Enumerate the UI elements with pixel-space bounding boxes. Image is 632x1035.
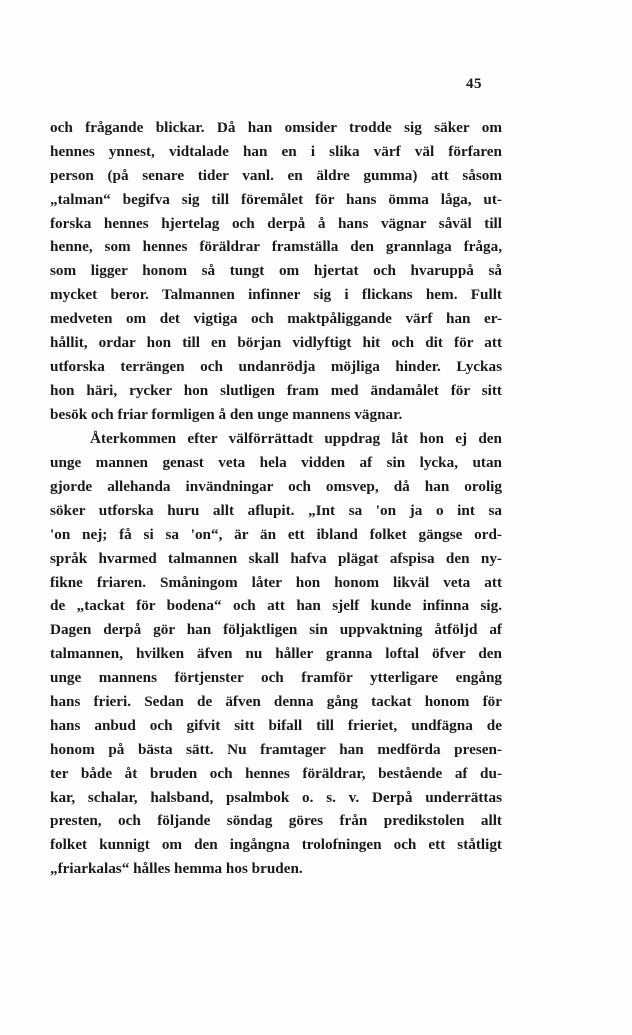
- text-line: Dagen derpå gör han följaktligen sin uppvaktning åtföljd af: [50, 621, 502, 639]
- text-line: hans frieri. Sedan de äfven denna gång tackat honom för: [50, 692, 502, 710]
- text-line: utforska terrängen och undanrödja möjliga hinder. Lyckas: [50, 357, 502, 375]
- text-line: som ligger honom så tungt om hjertat och hvaruppå så: [50, 262, 502, 280]
- text-line: „friarkalas“ hålles hemma hos bruden.: [50, 860, 303, 878]
- text-line: „talman“ begifva sig till föremålet för hans ömma låga, ut-: [50, 190, 502, 208]
- paragraph-2: [50, 427, 502, 881]
- text-line: 'on nej; få si sa 'on“, är än ett ibland folket gängse ord-: [50, 525, 502, 543]
- text-line: de „tackat för bodena“ och att han sjelf kunde infinna sig.: [50, 597, 502, 615]
- text-line: och frågande blickar. Då han omsider trodde sig säker om: [50, 119, 502, 136]
- text-line: gjorde allehanda invändningar och omsvep, då han orolig: [50, 477, 502, 495]
- text-line: hans anbud och gifvit sitt bifall till frieriet, undfägna de: [50, 716, 502, 734]
- text-line: henne, som hennes föräldrar framställa den grannlaga fråga,: [50, 238, 502, 256]
- text-line: medveten om det vigtiga och maktpåliggande värf han er-: [50, 310, 502, 328]
- text-line: Återkommen efter välförrättadt uppdrag låt hon ej den: [90, 430, 502, 448]
- text-line: mycket beror. Talmannen infinner sig i flickans hem. Fullt: [50, 286, 502, 304]
- text-line: unge mannen genast veta hela vidden af sin lycka, utan: [50, 454, 502, 472]
- text-line: hon häri, rycker hon slutligen fram med ändamålet för sitt: [50, 381, 502, 399]
- text-line: hennes ynnest, vidtalade han en i slika värf väl förfaren: [50, 142, 502, 160]
- paragraph-1: [50, 116, 502, 427]
- text-line: kar, schalar, halsband, psalmbok o. s. v. Derpå underrättas: [50, 788, 502, 806]
- text-line: presten, och följande söndag göres från predikstolen allt: [50, 812, 502, 830]
- text-line: ter både åt bruden och hennes föräldrar, bestående af du-: [50, 764, 502, 782]
- text-line: språk hvarmed talmannen skall hafva plägat afspisa den ny-: [50, 549, 502, 567]
- text-line: fikne friaren. Småningom låter hon honom likväl veta att: [50, 573, 502, 591]
- text-line: person (på senare tider vanl. en äldre gumma) att såsom: [50, 166, 502, 184]
- text-line: talmannen, hvilken äfven nu håller granna loftal öfver den: [50, 645, 502, 663]
- text-line: hållit, ordar hon till en början vidlyftigt hit och dit för att: [50, 334, 502, 352]
- text-line: honom på bästa sätt. Nu framtager han medförda presen-: [50, 740, 502, 758]
- text-line: folket kunnigt om den ingångna trolofningen och ett ståtligt: [50, 836, 502, 854]
- text-line: söker utforska huru allt aflupit. „Int sa 'on ja o int sa: [50, 501, 502, 519]
- text-line: besök och friar formligen å den unge mannens vägnar.: [50, 405, 403, 423]
- text-line: forska hennes hjertelag och derpå å hans vägnar såväl till: [50, 214, 502, 232]
- page-number: 45: [466, 76, 482, 92]
- body-text: [50, 116, 502, 881]
- text-line: unge mannens förtjenster och framför ytterligare engång: [50, 669, 502, 687]
